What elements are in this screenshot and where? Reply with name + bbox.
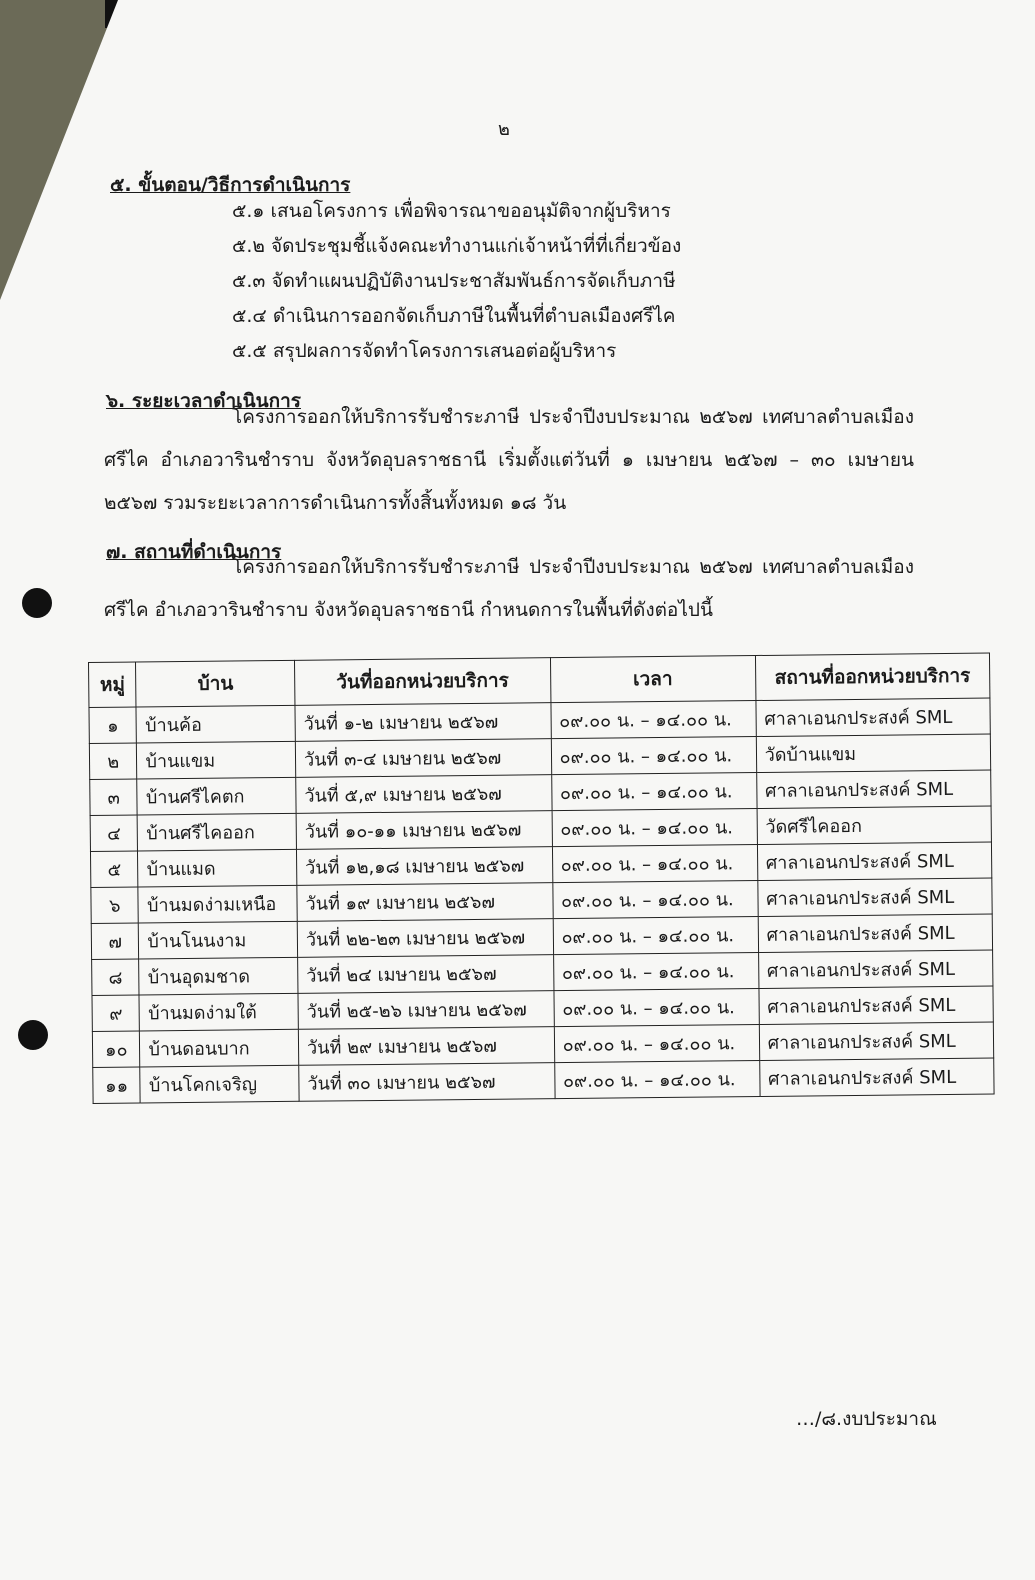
- cell-moo: ๒: [89, 743, 137, 779]
- cell-village: บ้านดอนบาก: [140, 1029, 299, 1067]
- cell-time: ๐๙.๐๐ น. – ๑๔.๐๐ น.: [553, 952, 758, 990]
- header-moo: หมู่: [89, 662, 137, 707]
- next-page-reference: …/๘.งบประมาณ: [796, 1408, 937, 1430]
- cell-moo: ๔: [90, 815, 138, 851]
- cell-village: บ้านศรีไคตก: [137, 777, 296, 815]
- cell-village: บ้านมดง่ามเหนือ: [138, 885, 297, 923]
- cell-village: บ้านมดง่ามใต้: [139, 993, 298, 1031]
- cell-moo: ๑: [89, 707, 137, 743]
- section5-step-2: ๕.๒ จัดประชุมชี้แจ้งคณะทำงานแก่เจ้าหน้าที่ที่เกี่ยวข้อง: [232, 235, 682, 257]
- cell-place: วัดบ้านแขม: [756, 734, 991, 772]
- cell-date: วันที่ ๓-๔ เมษายน ๒๕๖๗: [295, 739, 551, 778]
- schedule-table: [88, 653, 995, 1104]
- cell-date: วันที่ ๒๙ เมษายน ๒๕๖๗: [298, 1027, 554, 1066]
- cell-moo: ๓: [90, 779, 138, 815]
- section7-body: โครงการออกให้บริการรับชำระภาษี ประจำปีงบประมาณ ๒๕๖๗ เทศบาลตำบลเมืองศรีไค อำเภอวารินชำราบ จังหวัดอุบลราชธานี กำหนดการในพื้นที่ดังต่อไปนี้: [104, 556, 914, 621]
- punch-hole-bottom: [18, 1020, 48, 1050]
- section5-heading: ๕. ขั้นตอน/วิธีการดำเนินการ: [110, 174, 351, 196]
- cell-place: ศาลาเอนกประสงค์ SML: [759, 986, 994, 1024]
- cell-place: ศาลาเอนกประสงค์ SML: [756, 698, 991, 736]
- cell-village: บ้านแมด: [138, 849, 297, 887]
- cell-time: ๐๙.๐๐ น. – ๑๔.๐๐ น.: [551, 701, 756, 739]
- cell-place: ศาลาเอนกประสงค์ SML: [757, 842, 992, 880]
- cell-date: วันที่ ๒๔ เมษายน ๒๕๖๗: [298, 955, 554, 994]
- cell-date: วันที่ ๑๐-๑๑ เมษายน ๒๕๖๗: [296, 811, 552, 850]
- header-time: เวลา: [550, 656, 756, 703]
- cell-date: วันที่ ๑๙ เมษายน ๒๕๖๗: [297, 883, 553, 922]
- cell-place: วัดศรีไคออก: [757, 806, 992, 844]
- cell-date: วันที่ ๕,๙ เมษายน ๒๕๖๗: [296, 775, 552, 814]
- header-place: สถานที่ออกหน่วยบริการ: [755, 653, 990, 700]
- cell-time: ๐๙.๐๐ น. – ๑๔.๐๐ น.: [553, 916, 758, 954]
- cell-moo: ๕: [90, 851, 138, 887]
- cell-time: ๐๙.๐๐ น. – ๑๔.๐๐ น.: [551, 773, 756, 811]
- header-village: บ้าน: [136, 660, 295, 707]
- cell-village: บ้านศรีไคออก: [138, 813, 297, 851]
- section5-step-5: ๕.๕ สรุปผลการจัดทำโครงการเสนอต่อผู้บริหาร: [232, 340, 617, 362]
- cell-moo: ๗: [91, 923, 139, 959]
- cell-date: วันที่ ๒๒-๒๓ เมษายน ๒๕๖๗: [297, 919, 553, 958]
- cell-place: ศาลาเอนกประสงค์ SML: [757, 878, 992, 916]
- cell-date: วันที่ ๑๒,๑๘ เมษายน ๒๕๖๗: [297, 847, 553, 886]
- cell-date: วันที่ ๑-๒ เมษายน ๒๕๖๗: [295, 703, 551, 742]
- header-date: วันที่ออกหน่วยบริการ: [295, 658, 551, 706]
- cell-time: ๐๙.๐๐ น. – ๑๔.๐๐ น.: [552, 809, 757, 847]
- cell-village: บ้านอุดมชาด: [139, 957, 298, 995]
- cell-place: ศาลาเอนกประสงค์ SML: [759, 1022, 994, 1060]
- cell-village: บ้านโนนงาม: [139, 921, 298, 959]
- section6-body: โครงการออกให้บริการรับชำระภาษี ประจำปีงบประมาณ ๒๕๖๗ เทศบาลตำบลเมืองศรีไค อำเภอวารินชำราบ จังหวัดอุบลราชธานี เริ่มตั้งแต่วันที่ ๑ เมษายน ๒๕๖๗ – ๓๐ เมษายน ๒๕๖๗ รวมระยะเวลาการดำเนินการทั้งสิ้นทั้งหมด ๑๘ วัน: [104, 406, 914, 514]
- section5-step-4: ๕.๔ ดำเนินการออกจัดเก็บภาษีในพื้นที่ตำบลเมืองศรีไค: [232, 305, 676, 327]
- cell-date: วันที่ ๓๐ เมษายน ๒๕๖๗: [299, 1063, 555, 1102]
- cell-place: ศาลาเอนกประสงค์ SML: [759, 1058, 994, 1096]
- cell-time: ๐๙.๐๐ น. – ๑๔.๐๐ น.: [552, 845, 757, 883]
- section5-step-3: ๕.๓ จัดทำแผนปฏิบัติงานประชาสัมพันธ์การจัดเก็บภาษี: [232, 270, 676, 292]
- cell-date: วันที่ ๒๕-๒๖ เมษายน ๒๕๖๗: [298, 991, 554, 1030]
- punch-hole-top: [22, 588, 52, 618]
- cell-time: ๐๙.๐๐ น. – ๑๔.๐๐ น.: [554, 1060, 759, 1098]
- cell-moo: ๑๐: [92, 1031, 140, 1067]
- cell-moo: ๙: [92, 995, 140, 1031]
- section7-heading: ๗. สถานที่ดำเนินการ: [106, 541, 282, 563]
- cell-time: ๐๙.๐๐ น. – ๑๔.๐๐ น.: [554, 1024, 759, 1062]
- cell-place: ศาลาเอนกประสงค์ SML: [758, 950, 993, 988]
- page-number: ๒: [498, 119, 510, 140]
- section5-step-1: ๕.๑ เสนอโครงการ เพื่อพิจารณาขออนุมัติจากผู้บริหาร: [232, 200, 671, 222]
- cell-place: ศาลาเอนกประสงค์ SML: [756, 770, 991, 808]
- cell-time: ๐๙.๐๐ น. – ๑๔.๐๐ น.: [554, 988, 759, 1026]
- cell-place: ศาลาเอนกประสงค์ SML: [758, 914, 993, 952]
- cell-village: บ้านแขม: [137, 741, 296, 779]
- cell-village: บ้านค้อ: [136, 705, 295, 743]
- cell-village: บ้านโคกเจริญ: [140, 1065, 299, 1103]
- cell-moo: ๘: [92, 959, 140, 995]
- cell-moo: ๖: [91, 887, 139, 923]
- cell-moo: ๑๑: [93, 1067, 141, 1103]
- cell-time: ๐๙.๐๐ น. – ๑๔.๐๐ น.: [552, 881, 757, 919]
- cell-time: ๐๙.๐๐ น. – ๑๔.๐๐ น.: [551, 737, 756, 775]
- section6-heading: ๖. ระยะเวลาดำเนินการ: [106, 390, 301, 412]
